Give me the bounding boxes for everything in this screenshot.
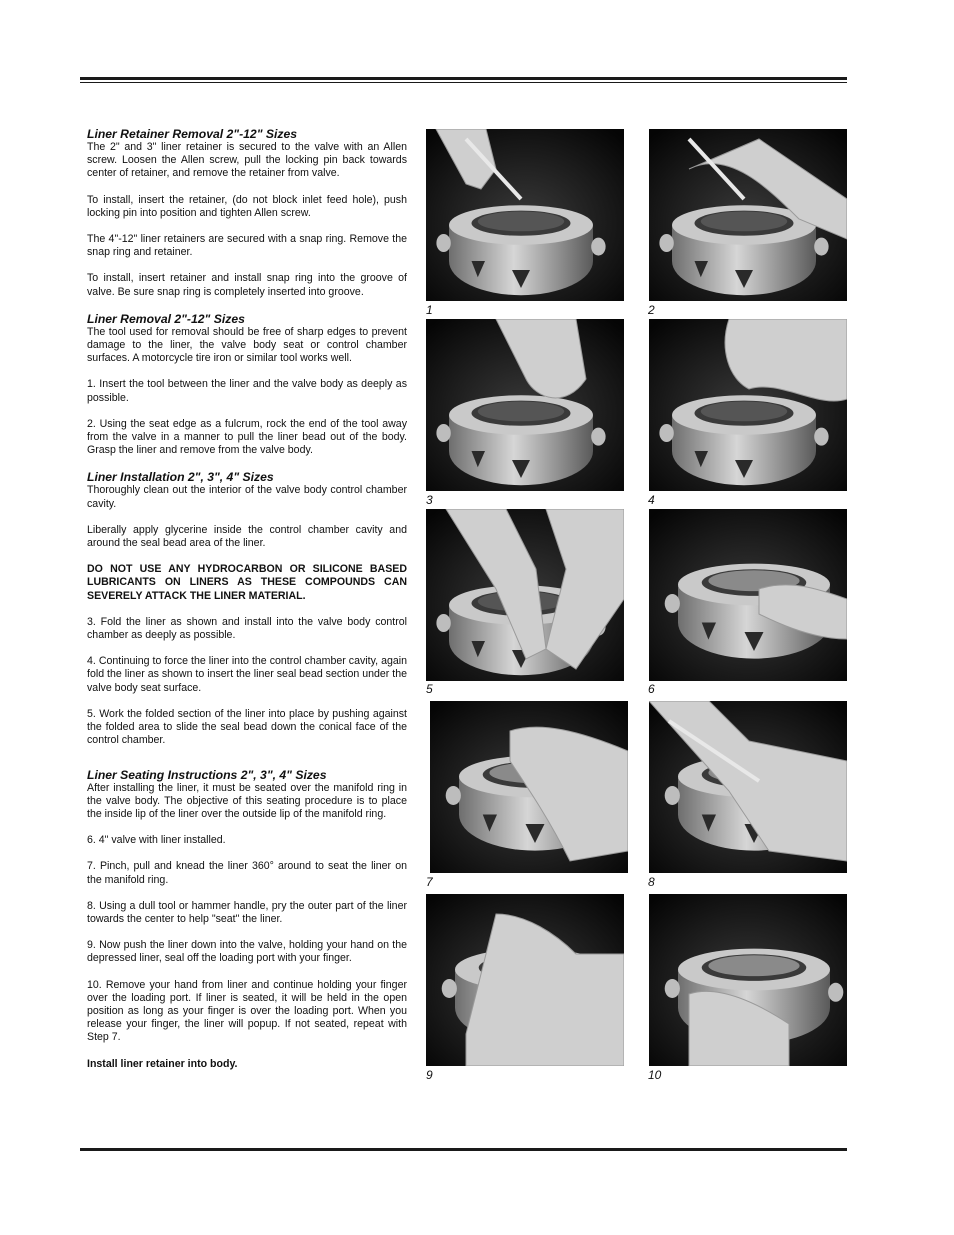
bold-paragraph: Install liner retainer into body. (87, 1057, 238, 1070)
paragraph: To install, insert retainer and install snap ring into the groove of valve. Be sure snap ring is completely inserted into groove. (87, 272, 407, 298)
bold-paragraph: DO NOT USE ANY HYDROCARBON OR SILICONE BASED LUBRICANTS ON LINERS AS THESE COMPOUNDS CAN SEVERELY ATTACK THE LINER MATERIAL. (87, 563, 407, 602)
section (87, 312, 407, 458)
paragraph: 5. Work the folded section of the liner into place by pushing against the folded area to slide the seal bead down the conical face of the control chamber. (87, 707, 407, 747)
paragraph: The 4"-12" liner retainers are secured with a snap ring. Remove the snap ring and retainer. (87, 233, 407, 259)
top-rule-thin (80, 82, 847, 83)
paragraph: 1. Insert the tool between the liner and the valve body as deeply as possible. (87, 378, 407, 404)
figure-photo-1 (426, 129, 624, 301)
paragraph: After installing the liner, it must be seated over the manifold ring in the valve body. The objective of this seating procedure is to place the inside lip of the liner over the outside lip of the manifold ring. (87, 781, 407, 820)
figure-label-8: 8 (648, 875, 655, 889)
section-heading: Liner Retainer Removal 2"-12" Sizes (87, 127, 298, 141)
figure-label-7: 7 (426, 875, 433, 889)
section-heading: Liner Seating Instructions 2", 3", 4" Sizes (87, 767, 327, 782)
bottom-rule (80, 1148, 847, 1151)
section (87, 768, 407, 1071)
paragraph: 2. Using the seat edge as a fulcrum, rock the end of the tool away from the valve in a manner to pull the liner bead out of the body. Grasp the liner and remove from the valve body. (87, 417, 407, 457)
paragraph: 4. Continuing to force the liner into the control chamber cavity, again fold the liner as shown to insert the liner seal bead section under the valve body seat surface. (87, 655, 407, 694)
figure-photo-10 (649, 894, 847, 1066)
section-heading: Liner Installation 2", 3", 4" Sizes (87, 470, 274, 485)
figure-photo-9 (426, 894, 624, 1066)
paragraph: 6. 4" valve with liner installed. (87, 834, 226, 847)
paragraph: 9. Now push the liner down into the valve, holding your hand on the depressed liner, seal off the loading port with your finger. (87, 939, 407, 965)
section (87, 470, 407, 747)
paragraph: 7. Pinch, pull and knead the liner 360° around to seat the liner on the manifold ring. (87, 860, 407, 886)
paragraph: 10. Remove your hand from liner and continue holding your finger over the loading port. If liner is seated, it will be held in the open position as long as your finger is over the loading port. When you release your finger, the liner will popup. If not seated, repeat with Step 7. (87, 978, 407, 1044)
figure-label-9: 9 (426, 1068, 433, 1082)
paragraph: Liberally apply glycerine inside the control chamber cavity and around the seal bead area of the liner. (87, 523, 407, 550)
paragraph: To install, insert the retainer, (do not block inlet feed hole), push locking pin into position and tighten Allen screw. (87, 193, 407, 219)
paragraph: Thoroughly clean out the interior of the valve body control chamber cavity. (87, 484, 407, 510)
figure-label-2: 2 (648, 303, 655, 317)
instructions-column (87, 127, 407, 1084)
figure-label-6: 6 (648, 682, 655, 696)
figure-label-5: 5 (426, 682, 433, 696)
figure-photo-7 (430, 701, 628, 873)
paragraph: 3. Fold the liner as shown and install into the valve body control chamber as deeply as possible. (87, 615, 407, 642)
figure-label-10: 10 (648, 1068, 662, 1082)
paragraph: The tool used for removal should be free of sharp edges to prevent damage to the liner, the valve body seat or control chamber surfaces. A motorcycle tire iron or similar tool works well. (87, 325, 407, 365)
section-heading: Liner Removal 2"-12" Sizes (87, 311, 245, 326)
figure-photo-8 (649, 701, 847, 873)
paragraph: 8. Using a dull tool or hammer handle, pry the outer part of the liner towards the center to help "seat" the liner. (87, 899, 407, 925)
figure-label-1: 1 (426, 303, 433, 317)
paragraph: The 2" and 3" liner retainer is secured to the valve with an Allen screw. Loosen the Allen screw, pull the locking pin back towards center of retainer, and remove the retainer from valve. (87, 141, 407, 180)
figure-photo-5 (426, 509, 624, 681)
figure-photo-2 (649, 129, 847, 301)
figure-label-4: 4 (648, 493, 655, 507)
section (87, 127, 407, 299)
figure-photo-3 (426, 319, 624, 491)
figure-label-3: 3 (426, 493, 433, 507)
top-rule (80, 77, 847, 80)
figure-photo-6 (649, 509, 847, 681)
figure-photo-4 (649, 319, 847, 491)
